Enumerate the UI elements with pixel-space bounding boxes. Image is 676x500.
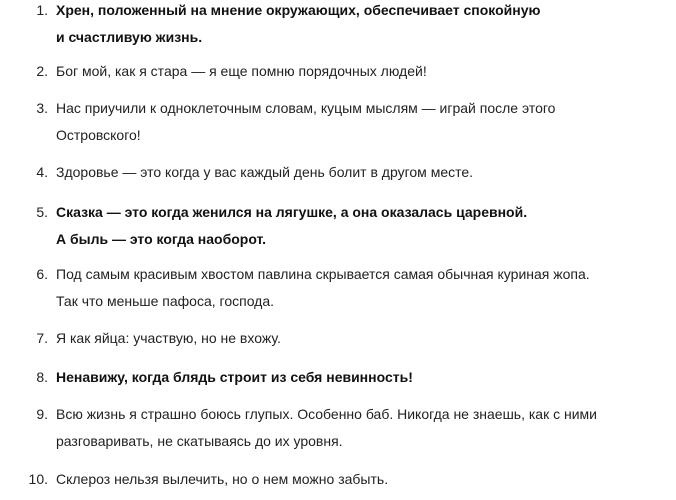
item-text-line: Ненавижу, когда блядь строит из себя невинность! bbox=[56, 369, 413, 385]
item-text bbox=[56, 325, 666, 352]
item-number: 2. bbox=[36, 63, 48, 79]
item-text bbox=[56, 58, 666, 85]
item-number: 4. bbox=[36, 164, 48, 180]
item-text-line: Склероз нельзя вылечить, но о нем можно забыть. bbox=[56, 471, 389, 487]
item-text bbox=[56, 466, 666, 493]
item-text-line: Здоровье — это когда у вас каждый день болит в другом месте. bbox=[56, 164, 474, 180]
item-number: 3. bbox=[36, 100, 48, 116]
item-number: 6. bbox=[36, 266, 48, 282]
item-text-line: и счастливую жизнь. bbox=[56, 29, 203, 45]
item-text-line: Сказка — это когда женился на лягушке, а она оказалась царевной. bbox=[56, 204, 528, 220]
item-text-line: Хрен, положенный на мнение окружающих, обеспечивает спокойную bbox=[56, 2, 541, 18]
item-text bbox=[56, 0, 666, 51]
item-text-line: Островского! bbox=[56, 127, 141, 143]
item-number: 8. bbox=[36, 369, 48, 385]
item-text bbox=[56, 261, 666, 315]
item-text bbox=[56, 159, 666, 186]
item-text-line: А быль — это когда наоборот. bbox=[56, 231, 267, 247]
item-text-line: Так что меньше пафоса, господа. bbox=[56, 293, 275, 309]
item-number: 7. bbox=[36, 330, 48, 346]
item-text-line: Нас приучили к одноклеточным словам, куцым мыслям — играй после этого bbox=[56, 100, 556, 116]
item-number: 1. bbox=[36, 2, 48, 18]
item-number: 5. bbox=[36, 204, 48, 220]
item-text bbox=[56, 199, 666, 253]
item-text-line: Под самым красивым хвостом павлина скрывается самая обычная куриная жопа. bbox=[56, 266, 590, 282]
item-text-line: Бог мой, как я стара — я еще помню порядочных людей! bbox=[56, 63, 427, 79]
item-text bbox=[56, 401, 666, 455]
item-text-line: Всю жизнь я страшно боюсь глупых. Особенно баб. Никогда не знаешь, как с ними bbox=[56, 406, 597, 422]
item-text-line: разговаривать, не скатываясь до их уровня. bbox=[56, 433, 343, 449]
item-text bbox=[56, 364, 666, 391]
item-number: 9. bbox=[36, 406, 48, 422]
item-text-line: Я как яйца: участвую, но не вхожу. bbox=[56, 330, 281, 346]
item-number: 10. bbox=[28, 471, 48, 487]
item-text bbox=[56, 95, 666, 149]
